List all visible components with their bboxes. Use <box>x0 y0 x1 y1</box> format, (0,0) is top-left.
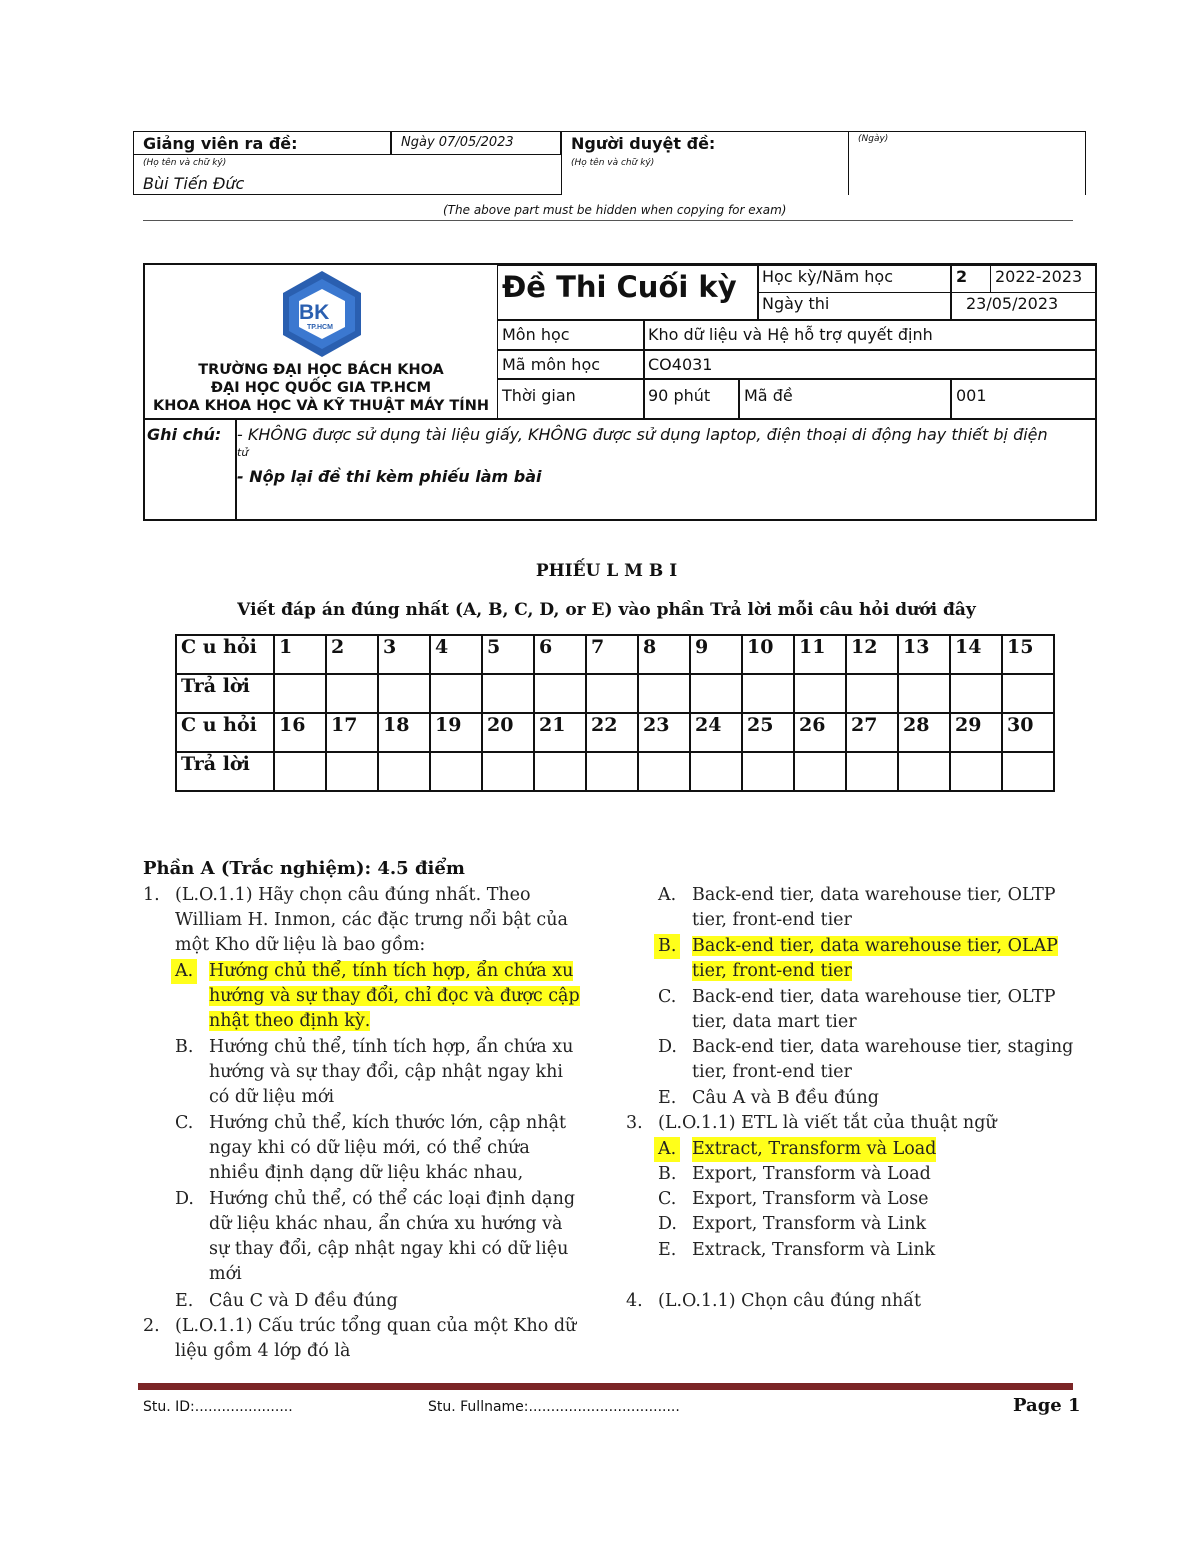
logo-text: BK <box>299 301 330 324</box>
answer-cell[interactable] <box>430 674 482 713</box>
question-label: C u hỏi <box>176 635 274 674</box>
duration-label: Thời gian <box>497 379 645 419</box>
exam-date-label: Ngày thi <box>757 292 951 320</box>
question-text: (L.O.1.1) Cấu trúc tổng quan của một Kho dữ <box>175 1316 577 1336</box>
question-number: 4 <box>430 635 482 674</box>
exam-header <box>143 263 1097 521</box>
question-number: 9 <box>690 635 742 674</box>
answer-cell[interactable] <box>794 752 846 791</box>
reviewer-name-hint: (Họ tên và chữ ký) <box>571 158 655 168</box>
answer-cell[interactable] <box>846 752 898 791</box>
footer-bar <box>138 1383 1073 1390</box>
question-label: C u hỏi <box>176 713 274 752</box>
question-number: 22 <box>586 713 638 752</box>
notes-label: Ghi chú: <box>147 425 222 444</box>
question-text: (L.O.1.1) Chọn câu đúng nhất <box>658 1291 922 1311</box>
table-row <box>176 635 1054 674</box>
question-number: 1. <box>143 885 160 905</box>
part-a-title: Phần A (Trắc nghiệm): 4.5 điểm <box>143 858 465 879</box>
answer-cell[interactable] <box>534 674 586 713</box>
answer-label: Trả lời <box>176 752 274 791</box>
question-number: 12 <box>846 635 898 674</box>
reviewer-date: (Ngày) <box>858 134 889 144</box>
question-number: 1 <box>274 635 326 674</box>
answer-cell[interactable] <box>378 674 430 713</box>
question-number: 5 <box>482 635 534 674</box>
table-row <box>176 752 1054 791</box>
question-text: liệu gồm 4 lớp đó là <box>175 1341 351 1361</box>
exam-prepared-date: Ngày 07/05/2023 <box>401 135 514 150</box>
answer-cell[interactable] <box>430 752 482 791</box>
reviewer-label: Người duyệt đề: <box>571 134 716 153</box>
course-code: CO4031 <box>643 350 1097 379</box>
question-number: 14 <box>950 635 1002 674</box>
answer-cell[interactable] <box>638 752 690 791</box>
question-text: William H. Inmon, các đặc trưng nổi bật của <box>175 910 568 930</box>
question-number: 23 <box>638 713 690 752</box>
question-number: 25 <box>742 713 794 752</box>
lecturer-name-hint: (Họ tên và chữ ký) <box>143 158 227 168</box>
answer-label: Trả lời <box>176 674 274 713</box>
question-number: 18 <box>378 713 430 752</box>
answer-cell[interactable] <box>742 674 794 713</box>
question-text: (L.O.1.1) Hãy chọn câu đúng nhất. Theo <box>175 885 531 905</box>
note-2: - Nộp lại đề thi kèm phiếu làm bài <box>237 467 542 486</box>
answer-cell[interactable] <box>846 674 898 713</box>
answer-cell[interactable] <box>326 674 378 713</box>
answer-sheet-title: PHIẾU L M B I <box>535 561 678 581</box>
question-number: 28 <box>898 713 950 752</box>
answer-cell[interactable] <box>690 752 742 791</box>
version-label: Mã đề <box>739 379 951 419</box>
answer-cell[interactable] <box>742 752 794 791</box>
question-number: 6 <box>534 635 586 674</box>
answer-cell[interactable] <box>690 674 742 713</box>
hidden-part-note: (The above part must be hidden when copying for exam) <box>443 203 787 217</box>
answer-cell[interactable] <box>794 674 846 713</box>
semester: 2 <box>951 265 991 293</box>
question-number: 4. <box>626 1291 643 1311</box>
question-number: 20 <box>482 713 534 752</box>
student-fullname: Stu. Fullname:.................................. <box>428 1399 680 1415</box>
answer-cell[interactable] <box>898 674 950 713</box>
question-number: 27 <box>846 713 898 752</box>
question-number: 7 <box>586 635 638 674</box>
question-number: 16 <box>274 713 326 752</box>
answer-cell[interactable] <box>586 752 638 791</box>
semester-label: Học kỳ/Năm học <box>757 265 951 293</box>
version: 001 <box>951 379 1097 419</box>
answer-cell[interactable] <box>1002 674 1054 713</box>
answer-cell[interactable] <box>638 674 690 713</box>
answer-cell[interactable] <box>482 752 534 791</box>
question-number: 3 <box>378 635 430 674</box>
note-1: - KHÔNG được sử dụng tài liệu giấy, KHÔNG được sử dụng laptop, điện thoại di động hay thiết bị điện <box>237 425 1048 444</box>
lecturer-label: Giảng viên ra đề: <box>143 134 298 153</box>
question-number: 11 <box>794 635 846 674</box>
divider <box>143 220 1073 221</box>
question-number: 2 <box>326 635 378 674</box>
lecturer-name: Bùi Tiến Đức <box>143 174 245 193</box>
duration: 90 phút <box>643 379 739 419</box>
question-number: 24 <box>690 713 742 752</box>
question-number: 10 <box>742 635 794 674</box>
answer-cell[interactable] <box>274 752 326 791</box>
answer-cell[interactable] <box>898 752 950 791</box>
answer-cell[interactable] <box>586 674 638 713</box>
question-text: một Kho dữ liệu là bao gồm: <box>175 935 426 955</box>
page-number: Page 1 <box>1013 1395 1081 1416</box>
question-number: 30 <box>1002 713 1054 752</box>
logo-sub: TP.HCM <box>307 324 333 331</box>
school-name: TRƯỜNG ĐẠI HỌC BÁCH KHOA ĐẠI HỌC QUỐC GIA TP.HCM KHOA KHOA HỌC VÀ KỸ THUẬT MÁY TÍNH <box>153 362 489 414</box>
note-1-cont: tử <box>237 446 249 459</box>
question-number: 13 <box>898 635 950 674</box>
answer-cell[interactable] <box>274 674 326 713</box>
answer-sheet-instruction: Viết đáp án đúng nhất (A, B, C, D, or E) vào phần Trả lời mỗi câu hỏi dưới đây <box>237 600 976 620</box>
answer-cell[interactable] <box>950 674 1002 713</box>
question-number: 15 <box>1002 635 1054 674</box>
question-number: 26 <box>794 713 846 752</box>
student-id: Stu. ID:...................... <box>143 1399 293 1415</box>
subject-label: Môn học <box>497 320 645 350</box>
answer-cell[interactable] <box>378 752 430 791</box>
table-row <box>176 713 1054 752</box>
answer-table <box>175 634 1055 792</box>
answer-cell[interactable] <box>950 752 1002 791</box>
question-number: 3. <box>626 1113 643 1133</box>
question-number: 8 <box>638 635 690 674</box>
question-text: (L.O.1.1) ETL là viết tắt của thuật ngữ <box>658 1113 997 1133</box>
question-number: 17 <box>326 713 378 752</box>
question-number: 2. <box>143 1316 160 1336</box>
exam-title: Đề Thi Cuối kỳ <box>497 265 759 320</box>
answer-cell[interactable] <box>326 752 378 791</box>
table-row <box>176 674 1054 713</box>
question-number: 21 <box>534 713 586 752</box>
subject: Kho dữ liệu và Hệ hỗ trợ quyết định <box>643 320 1097 350</box>
question-number: 29 <box>950 713 1002 752</box>
answer-cell[interactable] <box>482 674 534 713</box>
exam-date: 23/05/2023 <box>951 292 1097 320</box>
answer-cell[interactable] <box>534 752 586 791</box>
academic-year: 2022-2023 <box>990 265 1097 293</box>
course-code-label: Mã môn học <box>497 350 645 379</box>
lecturer-block <box>133 131 1086 195</box>
question-number: 19 <box>430 713 482 752</box>
answer-cell[interactable] <box>1002 752 1054 791</box>
